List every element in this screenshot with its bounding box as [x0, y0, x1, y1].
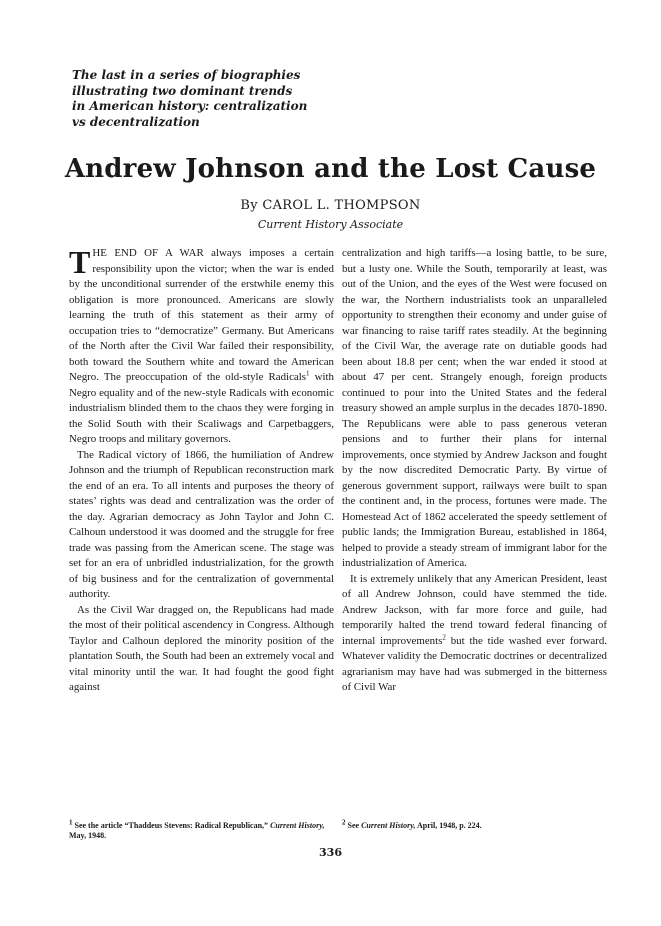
byline: By CAROL L. THOMPSON [240, 198, 421, 213]
footnote-1 [69, 818, 334, 841]
intro-line: The last in a series of biographies [72, 68, 301, 82]
footnote-ref: 2 [442, 632, 446, 641]
paragraph-text: with Negro equality and of the new-style Radicals with economic industrialism blinded them to the chaos they were forging in the Solid South with their Scaliwags and Carpetbaggers, Negro troops and military governors. [69, 371, 334, 445]
footnote-ref: 1 [306, 369, 310, 378]
paragraph: The Radical victory of 1866, the humiliation of Andrew Johnson and the triumph of Republican reconstruction mark the end of an era. To all intents and purposes the theory of states’ rights was dead and centralization was the order of the day. Agrarian democracy as John Taylor and John C. Calhoun understood it was doomed and the struggle for free trade was passing from the American scene. The stage was set for an era of unbridled industrialization, for the growth of big business and for the centralization of governmental authority. [69, 448, 334, 600]
right-column [342, 246, 607, 818]
intro-line: vs decentralization [72, 114, 200, 129]
footnote-2 [342, 818, 607, 831]
footnote-text: May, 1948. [69, 831, 107, 840]
footnote-number: 1 [69, 818, 73, 827]
left-column [69, 246, 334, 818]
author-affiliation: Current History Associate [257, 218, 404, 231]
paragraph-text: HE END OF A WAR always imposes a certain responsibility upon the victor; when the war is ended by the unconditional surrender of the erstwhile enemy this obligation is more pronounced. Americans are slowly learning the truth of this statement as their army of occupation tries to “democratize” Germany. But Americans of the North after the Civil War failed their responsibility, both toward the Southern white and toward the American Negro. The preoccupation of the old-style Radicals [69, 247, 334, 383]
paragraph: centralization and high tariffs—a losing battle, to be sure, but a lusty one. While the South, temporarily at least, was out of the Union, and the eyes of the West were focused on the war, the Northern industrialists took an unparalleled opportunity to strengthen their economy and under guise of war financing to raise tariff rates steadily. At the beginning of the Civil War, the average rate on dutiable goods had been about 18.8 per cent; when the war ended it stood at about 47 per cent. Strangely enough, foreign products continued to pour into the United States and the federal treasury showed an ample surplus in the decades 1870-1890. The Republicans were able to pass generous veteran pensions and to further their plans for internal improvements, once stymied by Andrew Jackson and fought by the now discredited Democratic Party. By virtue of generous government support, railways were built to span the continent and, in the process, fortunes were made. The Homestead Act of 1862 accelerated the speedy settlement of public lands; the Immigration Bureau, established in 1864, helped to provide a steady stream of immigrant labor for the industrialization of America. [342, 247, 607, 569]
paragraph-text: but the tide washed ever forward. Whatever validity the Democratic doctrines or decentralized agrarianism may have had was submerged in the bitterness of Civil War [342, 634, 607, 693]
article-title: Andrew Johnson and the Lost Cause [64, 154, 597, 184]
intro-line: in American history: centralization [72, 99, 308, 113]
footnote-number: 2 [342, 818, 346, 827]
paragraph [69, 246, 334, 448]
intro-line: illustrating two dominant trends [72, 83, 293, 98]
footnote-source: Current History, [270, 821, 325, 830]
paragraph [342, 572, 607, 696]
paragraph-text: It is extremely unlikely that any American President, least of all Andrew Johnson, could have stemmed the tide. Andrew Jackson, with far more force and guile, had temporarily halted the trend toward federal financing of internal improvements [342, 572, 607, 647]
paragraph: As the Civil War dragged on, the Republicans had made the most of their political ascendency in Congress. Although Taylor and Calhoun deplored the minority position of the plantation South, the South had been an extremely vocal and vital minority until the war. It had fought the good fight against [69, 603, 334, 693]
drop-cap: T [69, 246, 91, 280]
footnote-source: Current History, [361, 821, 416, 830]
footnote-text: See [345, 821, 362, 830]
footnote-text: April, 1948, p. 224. [415, 821, 482, 830]
page-number: 336 [319, 846, 342, 859]
footnote-text: See the article “Thaddeus Stevens: Radical Republican,” [72, 821, 271, 830]
series-intro [72, 68, 332, 130]
